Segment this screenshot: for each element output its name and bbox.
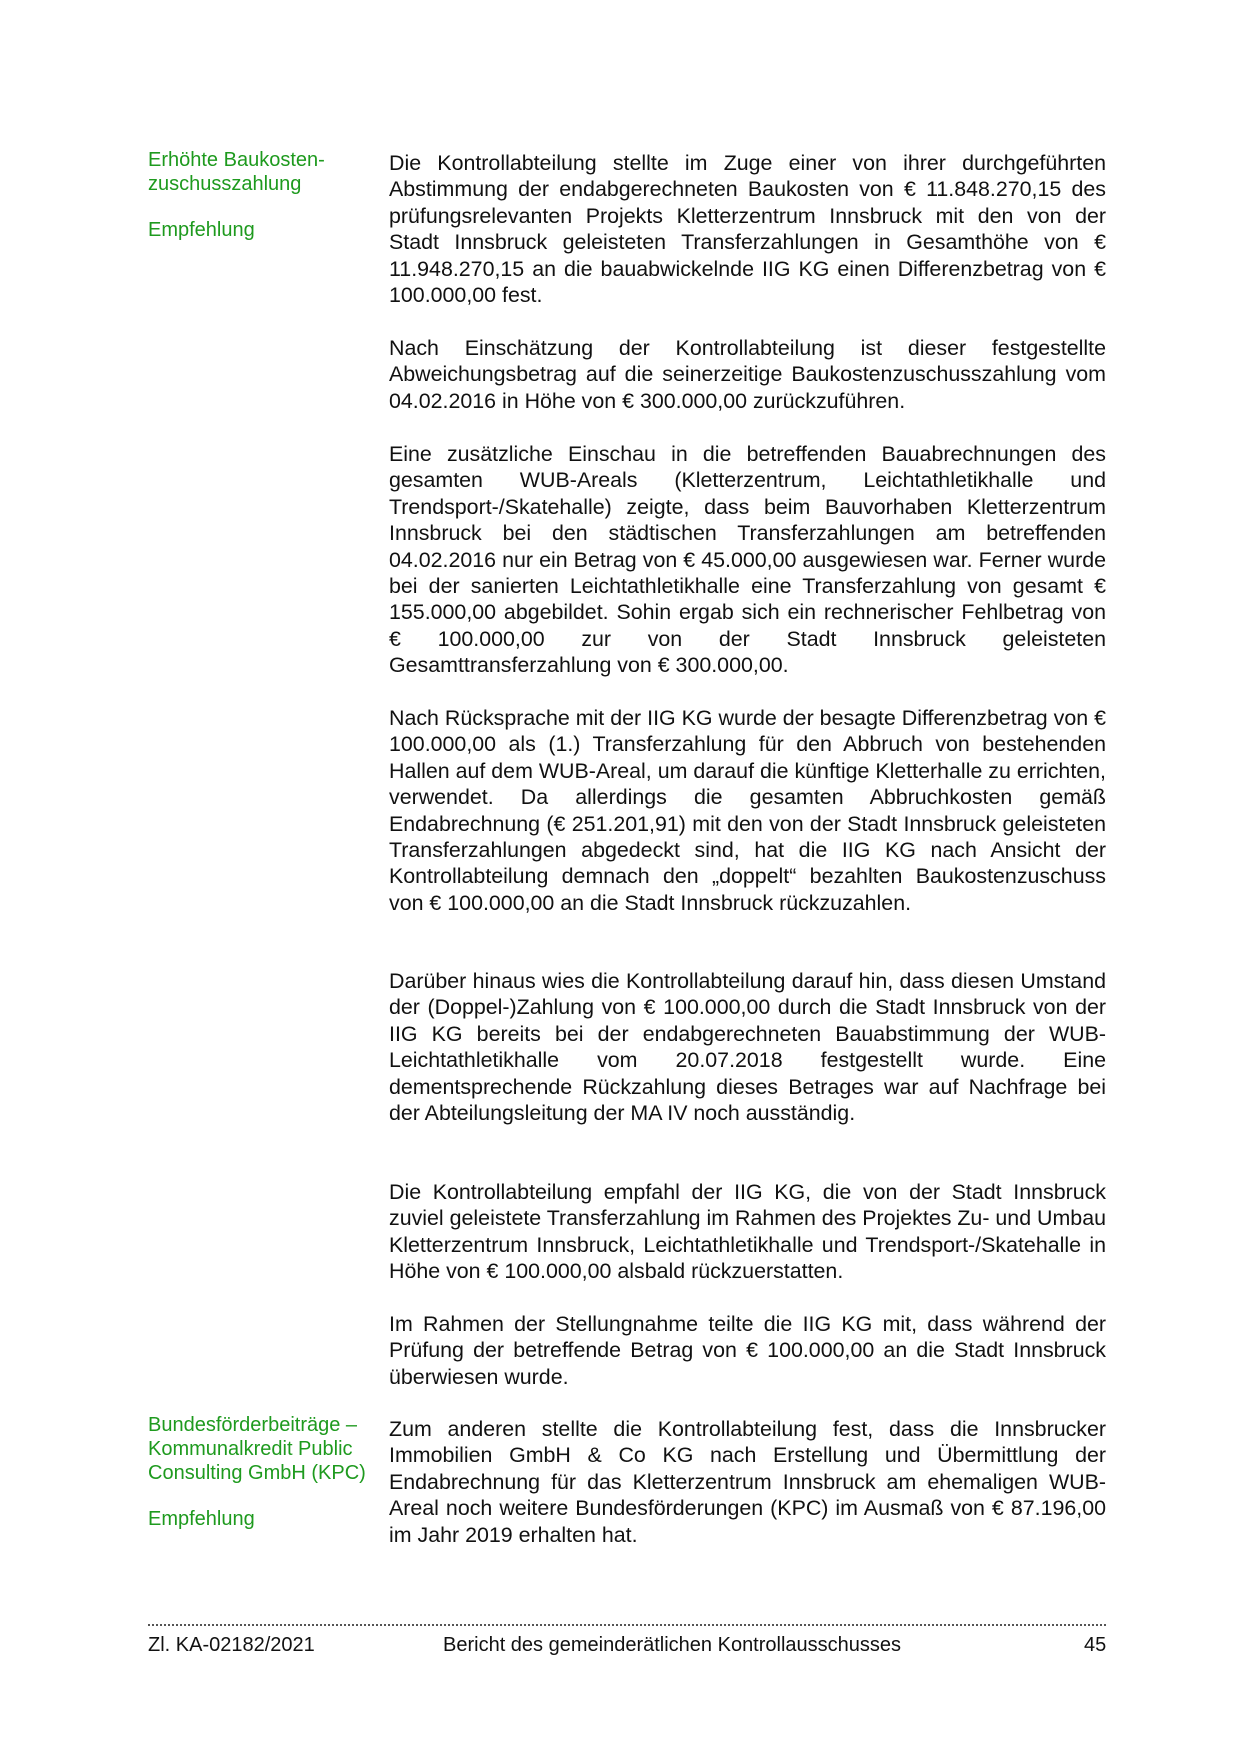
- sidenote-baukostenzuschuss: [148, 148, 378, 242]
- sidenote-title: Erhöhte Baukosten- zuschusszahlung: [148, 149, 325, 195]
- footer-title: Bericht des gemeinderätlichen Kontrollausschusses: [443, 1634, 902, 1656]
- paragraph: Im Rahmen der Stellungnahme teilte die IIG KG mit, dass während der Prüfung der betreffende Betrag von € 100.000,00 an die Stadt Innsbruck überwiesen wurde.: [389, 1312, 1106, 1389]
- sidenote-title: Bundesförderbeiträge – Kommunalkredit Public Consulting GmbH (KPC): [148, 1414, 366, 1484]
- paragraph: Darüber hinaus wies die Kontrollabteilung darauf hin, dass diesen Umstand der (Doppel-)Zahlung von € 100.000,00 durch die Stadt Innsbruck von der IIG KG bereits bei der endabgerechneten Bauabstimmung der WUB-Leichtathletikhalle vom 20.07.2018 festgestellt wurde. Eine dementsprechende Rückzahlung dieses Betrages war auf Nachfrage bei der Abteilungsleitung der MA IV noch ausständig.: [389, 969, 1106, 1126]
- sidenote-label: Empfehlung: [148, 1508, 255, 1530]
- paragraph: Nach Rücksprache mit der IIG KG wurde der besagte Differenzbetrag von € 100.000,00 als (1.) Transferzahlung für den Abbruch von bestehenden Hallen auf dem WUB-Areal, um darauf die künftige Kletterhalle zu errichten, verwendet. Da allerdings die gesamten Abbruchkosten gemäß Endabrechnung (€ 251.201,91) mit den von der Stadt Innsbruck geleisteten Transferzahlungen abgedeckt sind, hat die IIG KG nach Ansicht der Kontrollabteilung demnach den „doppelt“ bezahlten Baukostenzuschuss von € 100.000,00 an die Stadt Innsbruck rückzuzahlen.: [389, 706, 1106, 915]
- paragraph: Eine zusätzliche Einschau in die betreffenden Bauabrechnungen des gesamten WUB-Areals (Kletterzentrum, Leichtathletikhalle und Trendsport-/Skatehalle) zeigte, dass beim Bauvorhaben Kletterzentrum Innsbruck bei den städtischen Transferzahlungen am betreffenden 04.02.2016 nur ein Betrag von € 45.000,00 ausgewiesen war. Ferner wurde bei der sanierten Leichtathletikhalle eine Transferzahlung von gesamt € 155.000,00 abgebildet. Sohin ergab sich ein rechnerischer Fehlbetrag von € 100.000,00 zur von der Stadt Innsbruck geleisteten Gesamttransferzahlung von € 300.000,00.: [389, 442, 1106, 678]
- paragraph: Zum anderen stellte die Kontrollabteilung fest, dass die Innsbrucker Immobilien GmbH & Co KG nach Erstellung und Übermittlung der Endabrechnung für das Kletterzentrum Innsbruck am ehemaligen WUB-Areal noch weitere Bundesförderungen (KPC) im Ausmaß von € 87.196,00 im Jahr 2019 erhalten hat.: [389, 1417, 1106, 1547]
- paragraph: Nach Einschätzung der Kontrollabteilung ist dieser festgestellte Abweichungsbetrag auf die seinerzeitige Baukostenzuschusszahlung vom 04.02.2016 in Höhe von € 300.000,00 zurückzuführen.: [389, 336, 1106, 413]
- page-number: 45: [1084, 1634, 1107, 1656]
- sidenote-bundesfoerderung: [148, 1413, 378, 1531]
- sidenote-label: Empfehlung: [148, 219, 255, 241]
- paragraph: Die Kontrollabteilung empfahl der IIG KG, die von der Stadt Innsbruck zuviel geleistete Transferzahlung im Rahmen des Projektes Zu- und Umbau Kletterzentrum Innsbruck, Leichtathletikhalle und Trendsport-/Skatehalle in Höhe von € 100.000,00 alsbald rückzuerstatten.: [389, 1180, 1106, 1284]
- footer-reference: Zl. KA-02182/2021: [148, 1634, 315, 1656]
- paragraph: Die Kontrollabteilung stellte im Zuge einer von ihrer durchgeführten Abstimmung der endabgerechneten Baukosten von € 11.848.270,15 des prüfungsrelevanten Projekts Kletterzentrum Innsbruck mit den von der Stadt Innsbruck geleisteten Transferzahlungen in Gesamthöhe von € 11.948.270,15 an die bauabwickelnde IIG KG einen Differenzbetrag von € 100.000,00 fest.: [389, 151, 1106, 308]
- footer-divider: [148, 1624, 1106, 1626]
